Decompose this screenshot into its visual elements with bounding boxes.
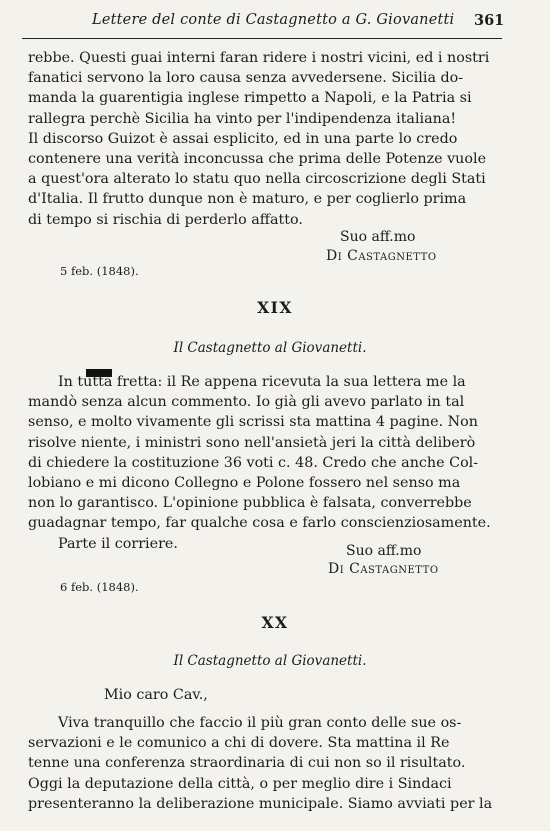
text-line: rebbe. Questi guai interni faran ridere i nostri vicini, ed i nostri xyxy=(28,50,490,66)
text-line: rallegra perchè Sicilia ha vinto per l'indipendenza italiana! xyxy=(28,110,457,127)
text-line: senso, e molto vivamente gli scrissi sta mattina 4 pagine. Non xyxy=(28,414,478,431)
text-line: In tutta fretta: il Re appena ricevuta la sua lettera me la xyxy=(58,374,466,390)
text-line: mandò senza alcun commento. Io già gli avevo parlato in tal xyxy=(28,394,465,411)
signature: Di Castagnetto xyxy=(326,248,437,264)
letter-date: 5 feb. (1848). xyxy=(60,264,139,278)
closing-formula: Suo aff.mo xyxy=(340,229,416,245)
text-line: di chiedere la costituzione 36 voti c. 48. Credo che anche Col- xyxy=(28,454,479,471)
header-rule xyxy=(22,38,502,39)
postscript: Parte il corriere. xyxy=(58,535,178,552)
text-line: presenteranno la deliberazione municipale. Siamo avviati per la xyxy=(28,795,493,812)
running-head xyxy=(0,12,550,34)
salutation: Mio caro Cav., xyxy=(104,687,208,703)
text-line: fanatici servono la loro causa senza avvedersene. Sicilia do- xyxy=(28,70,464,87)
text-line: Oggi la deputazione della città, o per meglio dire i Sindaci xyxy=(28,775,452,792)
text-line: d'Italia. Il frutto dunque non è maturo, e per coglierlo prima xyxy=(28,191,467,208)
signature: Di Castagnetto xyxy=(328,561,439,577)
text-line: di tempo si rischia di perderlo affatto. xyxy=(28,211,303,228)
letter-title: Il Castagnetto al Giovanetti. xyxy=(173,340,367,356)
closing-formula: Suo aff.mo xyxy=(346,543,422,559)
text-line: servazioni e le comunico a chi di dovere. Sta mattina il Re xyxy=(28,735,450,752)
text-line: manda la guarentigia inglese rimpetto a Napoli, e la Patria si xyxy=(28,90,472,107)
letter-number-heading: XIX xyxy=(257,298,293,317)
text-line: risolve niente, i ministri sono nell'ansietà jeri la città deliberò xyxy=(28,434,476,451)
text-line: contenere una verità inconcussa che prima delle Potenze vuole xyxy=(28,151,487,168)
text-line: guadagnar tempo, far qualche cosa e farlo conscienziosamente. xyxy=(28,515,491,532)
letter-title: Il Castagnetto al Giovanetti. xyxy=(173,653,367,669)
text-line: tenne una conferenza straordinaria di cui non so il risultato. xyxy=(28,755,466,772)
letter-number-heading: XX xyxy=(261,613,289,632)
previous-letter-body xyxy=(28,48,496,230)
text-line: Il discorso Guizot è assai esplicito, ed in una parte lo credo xyxy=(28,130,458,147)
text-line: lobiano e mi dicono Collegno e Polone fossero nel senso ma xyxy=(28,475,461,492)
running-title: Lettere del conte di Castagnetto a G. Giovanetti xyxy=(92,12,455,28)
text-line: Viva tranquillo che faccio il più gran conto delle sue os- xyxy=(58,715,462,731)
letter-date: 6 feb. (1848). xyxy=(60,580,139,594)
letter-body xyxy=(28,372,492,554)
page-number: 361 xyxy=(474,12,505,29)
text-line: a quest'ora alterato lo statu quo nella circoscrizione degli Stati xyxy=(28,171,486,188)
text-line: non lo garantisco. L'opinione pubblica è falsata, converrebbe xyxy=(28,495,472,512)
letter-body xyxy=(28,713,494,814)
